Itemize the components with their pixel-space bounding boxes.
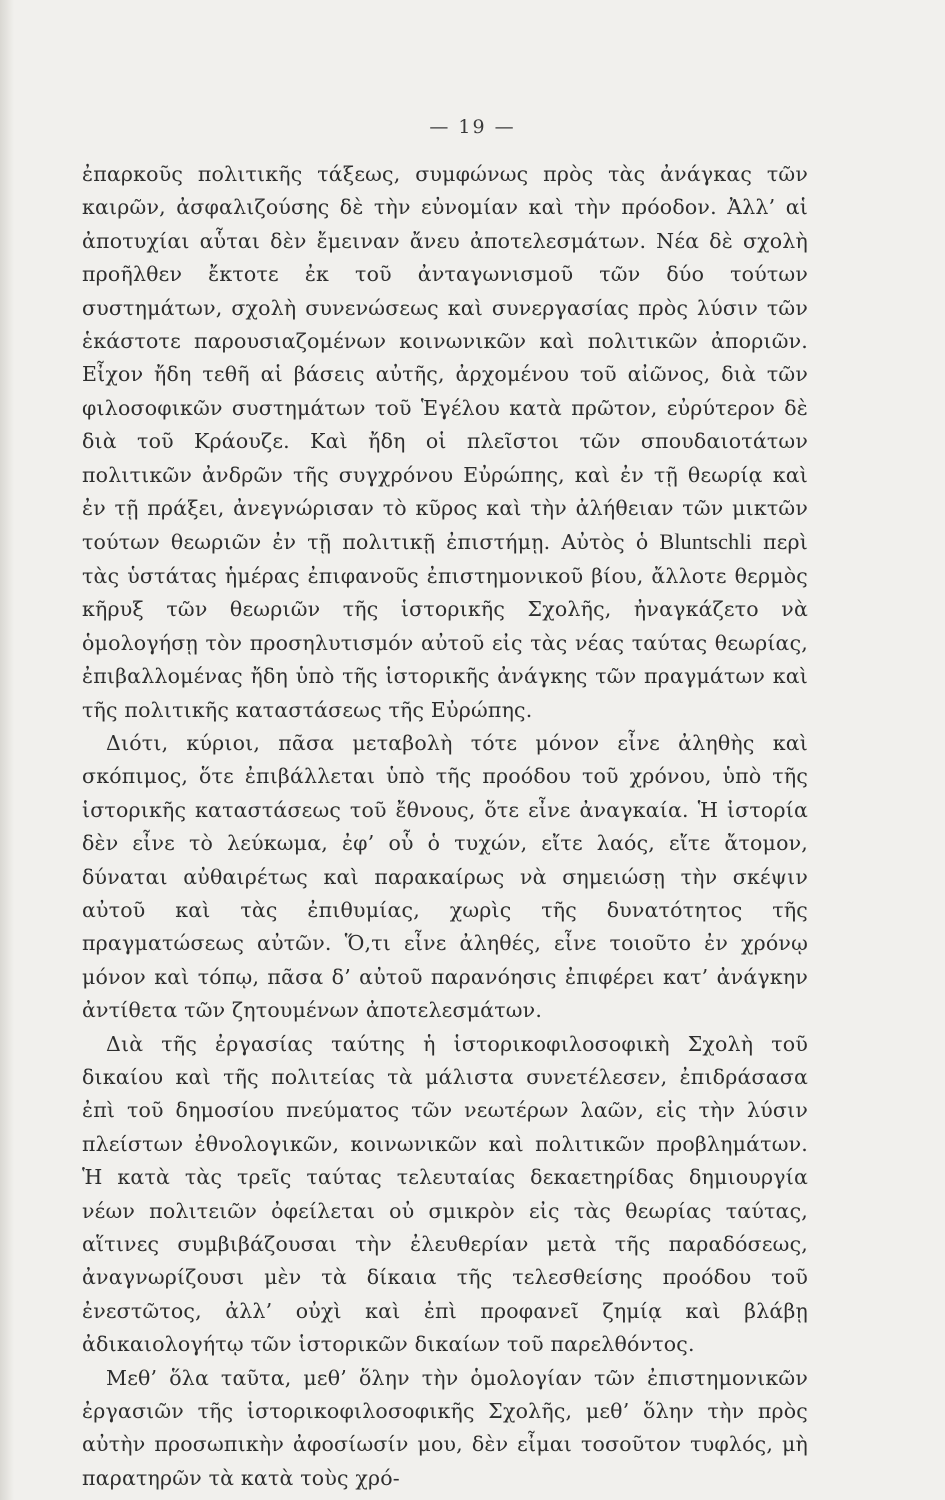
- latin-name-bluntschli: Bluntschli: [659, 529, 752, 555]
- paragraph-1: [82, 158, 808, 727]
- paragraph-2: Διότι, κύριοι, πᾶσα μεταβολὴ τότε μόνον εἶνε ἀληθὴς καὶ σκόπιμος, ὅτε ἐπιβάλλεται ὑπὸ τῆς προόδου τοῦ χρόνου, ὑπὸ τῆς ἱστορικῆς καταστάσεως τοῦ ἔθνους, ὅτε εἶνε ἀναγκαία. Ἡ ἱστορία δὲν εἶνε τὸ λεύκωμα, ἐφ’ οὗ ὁ τυχών, εἴτε λαός, εἴτε ἄτομον, δύναται αὐθαιρέτως καὶ παρακαίρως νὰ σημειώσῃ τὴν σκέψιν αὐτοῦ καὶ τὰς ἐπιθυμίας, χωρὶς τῆς δυνατότητος τῆς πραγματώσεως αὐτῶν. Ὅ,τι εἶνε ἀληθές, εἶνε τοιοῦτο ἐν χρόνῳ μόνον καὶ τόπῳ, πᾶσα δ’ αὐτοῦ παρανόησις ἐπιφέρει κατ’ ἀνάγκην ἀντίθετα τῶν ζητουμένων ἀποτελεσμάτων.: [82, 730, 808, 1023]
- page-number: — 19 —: [429, 116, 516, 138]
- paragraph-1-text: ἐπαρκοῦς πολιτικῆς τάξεως, συμφώνως πρὸς τὰς ἀνάγκας τῶν καιρῶν, ἀσφαλιζούσης δὲ τὴν εὐνομίαν καὶ τὴν πρόοδον. Ἀλλ’ αἱ ἀποτυχίαι αὗται δὲν ἔμειναν ἄνευ ἀποτελεσμάτων. Νέα δὲ σχολὴ προῆλθεν ἔκτοτε ἐκ τοῦ ἀνταγωνισμοῦ τῶν δύο τούτων συστημάτων, σχολὴ συνενώσεως καὶ συνεργασίας πρὸς λύσιν τῶν ἑκάστοτε παρουσιαζομένων κοινωνικῶν καὶ πολιτικῶν ἀποριῶν. Εἶχον ἤδη τεθῆ αἱ βάσεις αὐτῆς, ἀρχομένου τοῦ αἰῶνος, διὰ τῶν φιλοσοφικῶν συστημάτων τοῦ Ἑγέλου κατὰ πρῶτον, εὐρύτερον δὲ διὰ τοῦ Κράουζε. Καὶ ἤδη οἱ πλεῖστοι τῶν σπουδαιοτάτων πολιτικῶν ἀνδρῶν τῆς συγχρόνου Εὐρώπης, καὶ ἐν τῇ θεωρίᾳ καὶ ἐν τῇ πράξει, ἀνεγνώρισαν τὸ κῦρος καὶ τὴν ἀλήθειαν τῶν μικτῶν τούτων θεωριῶν ἐν τῇ πολιτικῇ ἐπιστήμῃ. Αὐτὸς ὁ: [82, 162, 808, 555]
- body-text: [82, 158, 808, 1495]
- paragraph-4: Μεθ’ ὅλα ταῦτα, μεθ’ ὅλην τὴν ὁμολογίαν τῶν ἐπιστημονικῶν ἐργασιῶν τῆς ἱστορικοφιλοσοφικῆς Σχολῆς, μεθ’ ὅλην τὴν πρὸς αὐτὴν προσωπικὴν ἀφοσίωσίν μου, δὲν εἶμαι τοσοῦτον τυφλός, μὴ παρατηρῶν τὰ κατὰ τοὺς χρό-: [82, 1365, 808, 1490]
- paragraph-3: Διὰ τῆς ἐργασίας ταύτης ἡ ἱστορικοφιλοσοφικὴ Σχολὴ τοῦ δικαίου καὶ τῆς πολιτείας τὰ μάλιστα συνετέλεσεν, ἐπιδράσασα ἐπὶ τοῦ δημοσίου πνεύματος τῶν νεωτέρων λαῶν, εἰς τὴν λύσιν πλείστων ἐθνολογικῶν, κοινωνικῶν καὶ πολιτικῶν προβλημάτων. Ἡ κατὰ τὰς τρεῖς ταύτας τελευταίας δεκαετηρίδας δημιουργία νέων πολιτειῶν ὀφείλεται οὐ σμικρὸν εἰς τὰς θεωρίας ταύτας, αἵτινες συμβιβάζουσαι τὴν ἐλευθερίαν μετὰ τῆς παραδόσεως, ἀναγνωρίζουσι μὲν τὰ δίκαια τῆς τελεσθείσης προόδου τοῦ ἐνεστῶτος, ἀλλ’ οὐχὶ καὶ ἐπὶ προφανεῖ ζημίᾳ καὶ βλάβῃ ἀδικαιολογήτῳ τῶν ἱστορικῶν δικαίων τοῦ παρελθόντος.: [82, 1031, 808, 1357]
- page-fold-shadow: [0, 0, 14, 1500]
- paragraph-1-text-cont: περὶ τὰς ὑστάτας ἡμέρας ἐπιφανοῦς ἐπιστημονικοῦ βίου, ἄλλοτε θερμὸς κῆρυξ τῶν θεωριῶν τῆς ἱστορικῆς Σχολῆς, ἠναγκάζετο νὰ ὁμολογήσῃ τὸν προσηλυτισμόν αὐτοῦ εἰς τὰς νέας ταύτας θεωρίας, ἐπιβαλλομένας ἤδη ὑπὸ τῆς ἱστορικῆς ἀνάγκης τῶν πραγμάτων καὶ τῆς πολιτικῆς καταστάσεως τῆς Εὐρώπης.: [82, 530, 808, 722]
